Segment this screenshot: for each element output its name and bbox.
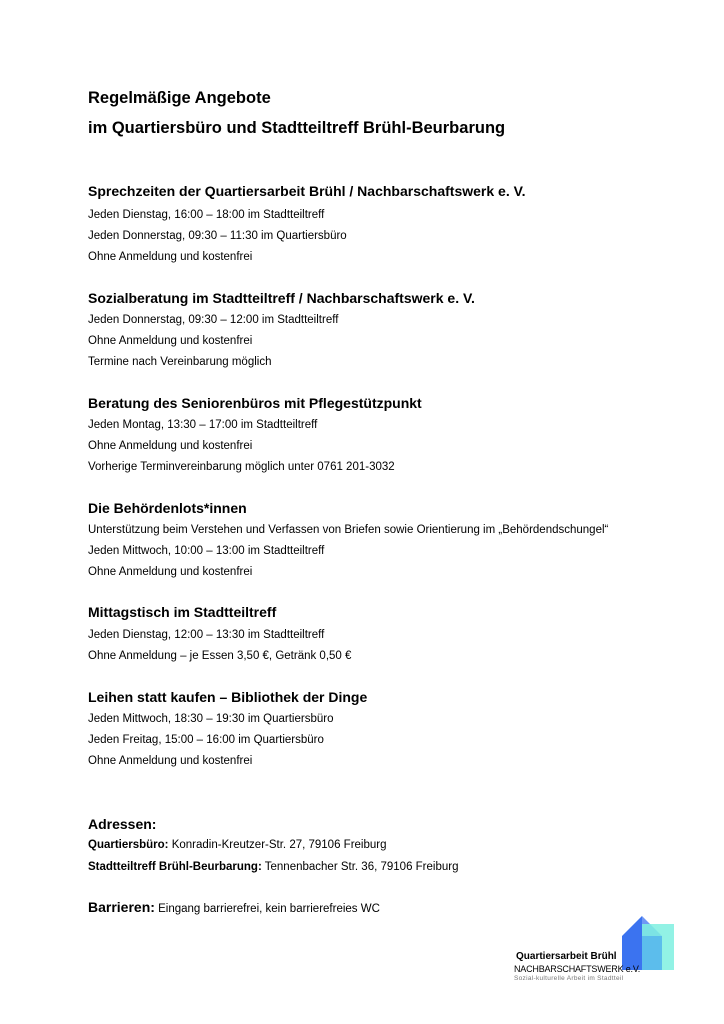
section-line: Ohne Anmeldung und kostenfrei: [88, 335, 253, 347]
address-line: [88, 839, 387, 851]
logo-org: NACHBARSCHAFTSWERK e.V.: [514, 964, 641, 974]
section-line: Ohne Anmeldung und kostenfrei: [88, 440, 253, 452]
section-line: Termine nach Vereinbarung möglich: [88, 356, 272, 368]
section-line: Jeden Mittwoch, 10:00 – 13:00 im Stadtteiltreff: [88, 545, 325, 557]
section-heading: Beratung des Seniorenbüros mit Pflegestützpunkt: [88, 395, 422, 411]
barriers-line: [88, 899, 380, 917]
logo: [512, 914, 676, 988]
section-line: Jeden Dienstag, 16:00 – 18:00 im Stadtteiltreff: [88, 209, 325, 221]
section-heading: Leihen statt kaufen – Bibliothek der Dinge: [88, 689, 368, 705]
section-line: Unterstützung beim Verstehen und Verfassen von Briefen sowie Orientierung im „Behördendschungel“: [88, 524, 609, 536]
barriers-label: Barrieren:: [88, 899, 155, 915]
section-heading: Die Behördenlots*innen: [88, 500, 247, 516]
section-line: Ohne Anmeldung und kostenfrei: [88, 755, 253, 767]
address-line: [88, 861, 458, 873]
section-heading: Sprechzeiten der Quartiersarbeit Brühl / Nachbarschaftswerk e. V.: [88, 183, 526, 199]
address-value: Konradin-Kreutzer-Str. 27, 79106 Freiburg: [168, 839, 387, 851]
section-line: Jeden Mittwoch, 18:30 – 19:30 im Quartiersbüro: [88, 713, 334, 725]
section-heading: Mittagstisch im Stadtteiltreff: [88, 604, 277, 620]
section-line: Ohne Anmeldung und kostenfrei: [88, 566, 253, 578]
section-line: Ohne Anmeldung – je Essen 3,50 €, Getränk 0,50 €: [88, 650, 352, 662]
address-label: Stadtteiltreff Brühl-Beurbarung:: [88, 861, 262, 873]
address-value: Tennenbacher Str. 36, 79106 Freiburg: [261, 861, 459, 873]
section-line: Ohne Anmeldung und kostenfrei: [88, 251, 253, 263]
page-title: Regelmäßige Angebote: [88, 89, 271, 107]
section-line: Jeden Donnerstag, 09:30 – 12:00 im Stadtteiltreff: [88, 314, 339, 326]
section-heading: Sozialberatung im Stadtteiltreff / Nachbarschaftswerk e. V.: [88, 290, 475, 306]
addresses-heading: Adressen:: [88, 816, 157, 832]
logo-tagline: Sozial-kulturelle Arbeit im Stadtteil: [514, 975, 624, 982]
logo-title: Quartiersarbeit Brühl: [516, 951, 617, 962]
section-line: Jeden Montag, 13:30 – 17:00 im Stadtteiltreff: [88, 419, 318, 431]
barriers-value: Eingang barrierefrei, kein barrierefreies WC: [154, 903, 380, 915]
section-line: Vorherige Terminvereinbarung möglich unter 0761 201-3032: [88, 461, 395, 473]
address-label: Quartiersbüro:: [88, 839, 169, 851]
section-line: Jeden Donnerstag, 09:30 – 11:30 im Quartiersbüro: [88, 230, 347, 242]
section-line: Jeden Dienstag, 12:00 – 13:30 im Stadtteiltreff: [88, 629, 325, 641]
section-line: Jeden Freitag, 15:00 – 16:00 im Quartiersbüro: [88, 734, 324, 746]
page-subtitle: im Quartiersbüro und Stadtteiltreff Brühl-Beurbarung: [88, 119, 506, 137]
